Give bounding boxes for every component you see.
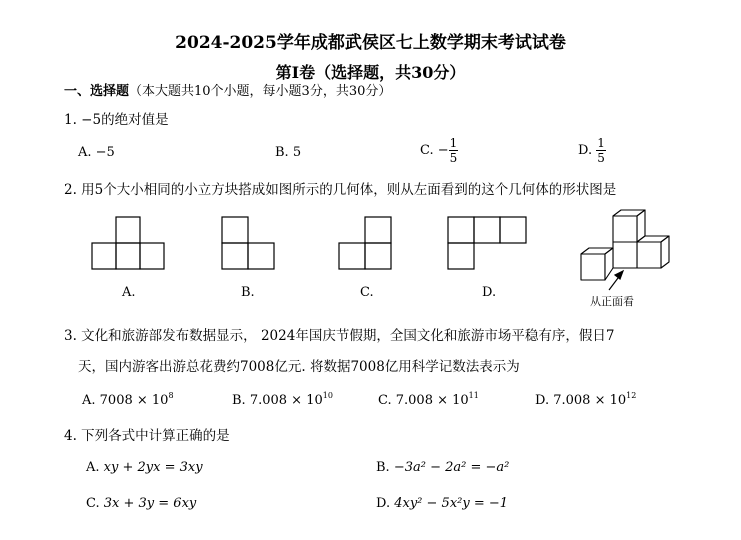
question-1-stem: 1. −5的绝对值是 [64, 112, 169, 128]
question-4-stem: 4. 下列各式中计算正确的是 [64, 428, 230, 444]
fraction-denominator: 5 [449, 151, 458, 165]
page-title: 2024-2025学年成都武侯区七上数学期末考试试卷 [175, 33, 566, 53]
section-heading-note: （本大题共10个小题，每小题3分，共30分） [129, 84, 392, 99]
option-base: B. 7.008 × 10 [232, 393, 323, 408]
section-subtitle: 第Ⅰ卷（选择题，共30分） [275, 63, 466, 82]
option-exponent: 12 [626, 391, 637, 400]
question-2-view-label: 从正面看 [590, 295, 634, 308]
question-2-option-b: B. [241, 285, 255, 300]
option-expression: 4xy² − 5x²y = −1 [394, 496, 509, 511]
question-4-option-d [376, 496, 508, 511]
question-2-option-c: C. [360, 285, 374, 300]
question-4-option-b [376, 460, 509, 475]
question-4-option-c [86, 496, 196, 511]
question-2-cube-figure [575, 206, 685, 294]
option-exponent: 10 [322, 391, 333, 400]
question-2-figure-c [337, 215, 395, 273]
section-heading-label: 一、选择题 [64, 84, 130, 99]
question-3-option-b [232, 391, 333, 408]
question-2-figure-a [90, 215, 170, 273]
question-1-option-d-fraction [596, 136, 606, 165]
option-exponent: 11 [468, 391, 479, 400]
question-3-option-c [378, 391, 479, 408]
section-heading [64, 80, 391, 99]
option-expression: 3x + 3y = 6xy [103, 496, 197, 511]
question-1-option-d [578, 136, 606, 165]
fraction-denominator: 5 [597, 151, 605, 165]
question-1-option-c-prefix: C. − [420, 143, 449, 158]
question-1-option-c-fraction [449, 136, 459, 165]
question-1-option-d-prefix: D. [578, 143, 593, 158]
option-label: C. [86, 496, 100, 511]
fraction-numerator: 1 [597, 136, 605, 150]
question-3-stem-line-2: 天，国内游客出游总花费约7008亿元. 将数据7008亿用科学记数法表示为 [78, 359, 520, 375]
option-exponent: 8 [168, 391, 174, 400]
question-1-option-c [420, 136, 458, 165]
question-1-option-b: B. 5 [275, 145, 302, 160]
option-label: B. [376, 460, 390, 475]
question-4-option-a [86, 460, 203, 475]
option-label: D. [376, 496, 391, 511]
question-2-option-d: D. [482, 285, 497, 300]
question-1-option-a: A. −5 [78, 145, 115, 160]
question-2-figure-d [446, 215, 530, 273]
option-base: C. 7.008 × 10 [378, 393, 469, 408]
question-3-stem-line-1: 3. 文化和旅游部发布数据显示， 2024年国庆节假期，全国文化和旅游市场平稳有序，假日7 [64, 328, 615, 344]
option-expression: −3a² − 2a² = −a² [393, 460, 510, 475]
option-base: D. 7.008 × 10 [535, 393, 627, 408]
option-expression: xy + 2yx = 3xy [103, 460, 203, 475]
question-3-option-d [535, 391, 636, 408]
question-2-option-a: A. [122, 285, 136, 300]
option-base: A. 7008 × 10 [82, 393, 169, 408]
question-2-figure-b [220, 215, 278, 273]
question-2-stem: 2. 用5个大小相同的小立方块搭成如图所示的几何体，则从左面看到的这个几何体的形状图是 [64, 182, 617, 198]
fraction-numerator: 1 [449, 136, 458, 150]
question-3-option-a [82, 391, 174, 408]
option-label: A. [86, 460, 100, 475]
